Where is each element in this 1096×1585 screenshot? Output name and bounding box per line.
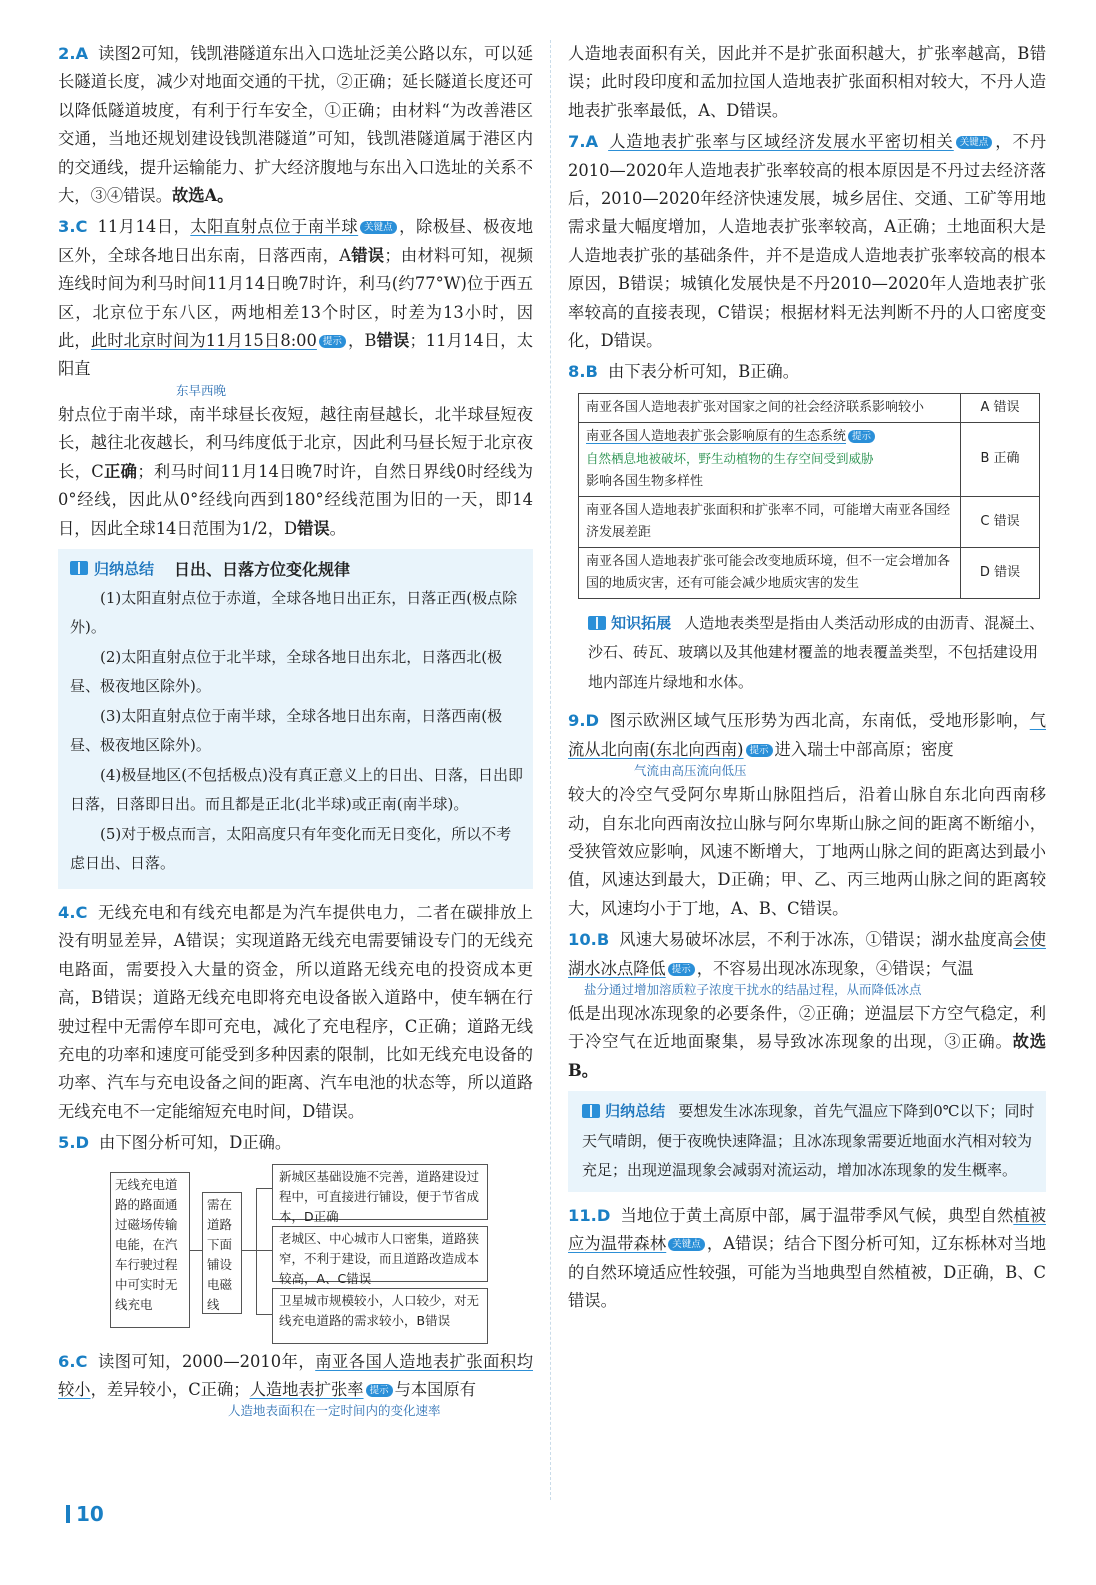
answer-6-text: ，差异较小，C正确；: [90, 1379, 250, 1399]
answer-6-number: 6.C: [58, 1351, 88, 1371]
summary-label: 归纳总结: [94, 559, 155, 578]
answer-2: [58, 40, 533, 210]
answer-7-key-phrase: 人造地表扩张率与区域经济发展水平密切相关: [608, 132, 954, 152]
table-verdict: C 错误: [961, 496, 1040, 547]
answer-9-text: 进入瑞士中部高原；密度: [774, 739, 954, 759]
diagram-box-satellite-city: 卫星城市规模较小，人口较少，对无线充电道路的需求较小，B错误: [272, 1288, 488, 1344]
answer-11-text: ，A错误；结合下图分析可知，辽东栎林对当地的自然环境适应性较强，可能为当地典型自然植被，D正确，B、C错误。: [568, 1234, 1046, 1310]
table-verdict: B 正确: [961, 422, 1040, 496]
connector-line: [256, 1250, 272, 1251]
verdict: 错误: [297, 518, 330, 538]
answer-10-number: 10.B: [568, 930, 610, 950]
answer-6-phrase: 南亚各国人造地表扩张面积均较小: [58, 1351, 533, 1399]
hint-tag: 提示: [668, 963, 695, 976]
answer-9-text: 图示欧洲区域气压形势为西北高，东南低，受地形影响，: [609, 711, 1030, 731]
summary-item: (2)太阳直射点位于北半球，全球各地日出东北，日落西北(极昼、极夜地区除外)。: [70, 647, 503, 696]
answer-5-text: 由下图分析可知，D正确。: [99, 1133, 292, 1153]
answer-3-text: ，除极昼、极夜地区外，全球各地日出东南，日落西南，A: [58, 217, 533, 265]
summary-box-freezing: [568, 1091, 1046, 1192]
answer-11: [568, 1202, 1046, 1316]
extension-label: 知识拓展: [611, 613, 672, 632]
answer-3-continued: [58, 401, 533, 543]
table-row: [579, 547, 1040, 598]
table-hint-note: 自然栖息地被破坏，野生动植物的生存空间受到威胁: [586, 450, 874, 466]
answer-9-continued: 较大的冷空气受阿尔卑斯山脉阻挡后，沿着山脉自东北向西南移动，自东北向西南汝拉山脉与阿尔卑斯山脉之间的距离不断缩小，受狭管效应影响，风速不断增大，丁地两山脉之间的距离达到最小值，风速达到最大，D正确；甲、乙、丙三地两山脉之间的距离较大，风速均小于丁地，A、B、C错误。: [568, 785, 1046, 918]
diagram-box-mechanism: 无线充电道路的路面通过磁场传输电能，在汽车行驶过程中可实时无线充电: [110, 1172, 190, 1328]
summary-item: (5)对于极点而言，太阳高度只有年变化而无日变化，所以不考虑日出、日落。: [70, 824, 512, 873]
answer-3-text: ；11月14日，太阳直: [58, 331, 533, 379]
answer-5-number: 5.D: [58, 1133, 90, 1153]
answer-6-hint-phrase: 人造地表扩张率: [249, 1379, 364, 1399]
answer-3-key-phrase: 太阳直射点位于南半球: [190, 217, 359, 237]
answer-3-text: ；利马时间11月14日晚7时许，自然日界线0时经线为0°经线，因此从0°经线向西到180°经线范围为旧的一天，即14日，因此全球14日范围为1/2，D: [58, 461, 533, 538]
answer-8-number: 8.B: [568, 362, 598, 382]
connector-line: [190, 1250, 202, 1251]
answer-6-continued: 人造地表面积有关，因此并不是扩张面积越大，扩张率越高，B错误；此时段印度和孟加拉国人造地表扩张面积相对较大，不丹人造地表扩张率最低，A、D错误。: [568, 44, 1046, 120]
answer-8-text: 由下表分析可知，B正确。: [607, 362, 799, 382]
summary-item: (1)太阳直射点位于赤道，全球各地日出正东，日落正西(极点除外)。: [70, 588, 518, 637]
answer-3-text: 。: [329, 518, 346, 538]
verdict: 正确: [103, 461, 138, 481]
answer-7-text: ，不丹2010—2020年人造地表扩张率较高的根本原因是不丹过去经济落后，2010—2020年经济快速发展，城乡居住、交通、工矿等用地需求量大幅度增加，人造地表扩张率较高，A正确；土地面积大是人造地表扩张的基础条件，并不是造成人造地表扩张率较高的根本原因，B错误；城镇化发展快是不丹2010—2020年人造地表扩张率较高的直接表现，C错误；根据材料无法判断不丹的人口密度变化，D错误。: [568, 132, 1046, 351]
summary-text: 要想发生冰冻现象，首先气温应下降到0℃以下；同时天气晴朗，便于夜晚快速降温；且冰冻现象需要近地面水汽相对较为充足；出现逆温现象会减弱对流运动，增加冰冻现象的发生概率。: [582, 1102, 1035, 1180]
hint-tag: 提示: [848, 430, 875, 443]
answer-4-text: 无线充电和有线充电都是为汽车提供电力，二者在碳排放上没有明显差异，A错误；实现道路无线充电需要铺设专门的无线充电路面，需要投入大量的资金，所以道路无线充电的投资成本更高，B错误；道路无线充电即将充电设备嵌入道路中，使车辆在行驶过程中无需停车即可充电，减化了充电程序，C正确；道路无线充电的功率和速度可能受到多种因素的限制，比如无线充电设备的功率、汽车与充电设备之间的距离、汽车电池的状态等，所以道路无线充电不一定能缩短充电时间，D错误。: [58, 902, 533, 1121]
summary-header: [70, 557, 523, 580]
table-cell-text: 影响各国生物多样性: [586, 473, 704, 489]
answer-9-number: 9.D: [568, 711, 600, 731]
answer-2-text: 读图2可知，钱凯港隧道东出入口选址泛美公路以东，可以延长隧道长度，减少对地面交通的干扰，②正确；延长隧道长度还可以降低隧道坡度，有利于行车安全，①正确；由材料“为改善港区交通，当地还规划建设钱凯港隧道”可知，钱凯港隧道属于港区内的交通线，提升运输能力、扩大经济腹地与东出入口选址的关系不大，③④错误。: [58, 44, 533, 206]
book-icon: [588, 616, 606, 630]
page-number: 10: [66, 1502, 104, 1526]
connector-line: [256, 1188, 272, 1189]
knowledge-extension-box: [568, 607, 1046, 702]
diagram-box-new-district: 新城区基础设施不完善，道路建设过程中，可直接进行铺设，便于节省成本，D正确: [272, 1164, 488, 1220]
table-row: [579, 393, 1040, 422]
table-cell: 南亚各国人造地表扩张可能会改变地质环境，但不一定会增加各国的地质灾害，还有可能会减少地质灾害的发生: [579, 547, 961, 598]
answer-6-hint-note: 人造地表面积在一定时间内的变化速率: [228, 1403, 441, 1419]
diagram-box-requirement: 需在道路下面铺设电磁线: [202, 1192, 242, 1314]
right-column: [568, 40, 1046, 1318]
answer-9: [568, 707, 1046, 764]
left-column: [58, 40, 533, 1421]
answer-2-number: 2.A: [58, 44, 89, 63]
verdict: 错误: [351, 245, 385, 265]
answer-3-number: 3.C: [58, 217, 88, 237]
key-point-tag: 关键点: [956, 136, 993, 149]
answer-3-text: 11月14日，: [97, 217, 191, 237]
hint-tag: 提示: [366, 1384, 393, 1397]
answer-6-text: 读图可知，2000—2010年，: [97, 1351, 316, 1371]
connector-line: [242, 1250, 256, 1251]
table-cell: [579, 422, 961, 496]
answer-11-number: 11.D: [568, 1205, 611, 1225]
book-icon: [70, 561, 88, 575]
answer-8-table: [578, 393, 1040, 599]
answer-10-hint-note: 盐分通过增加溶质粒子浓度干扰水的结晶过程，从而降低冰点: [584, 982, 922, 998]
verdict: 错误: [376, 331, 410, 351]
table-hint-phrase: 南亚各国人造地表扩张会影响原有的生态系统: [586, 428, 847, 444]
answer-11-text: 当地位于黄土高原中部，属于温带季风气候，典型自然: [620, 1205, 1014, 1225]
hint-tag: 提示: [319, 335, 346, 348]
answer-3-text: ；由材料可知，视频连线时间为利马时间11月14日晚7时许，利马(约77°W)位于西五区，北京位于东八区，两地相差13个时区，时差为13小时，因此，: [58, 245, 533, 351]
answer-6-text: 与本国原有: [394, 1379, 476, 1399]
book-icon: [582, 1104, 600, 1118]
answer-3-text: 射点位于南半球，南半球昼长夜短，越往南昼越长，北半球昼短夜长，越往北夜越长，利马纬度低于北京，因此利马昼长短于北京夜长，C: [58, 404, 533, 481]
answer-10-continued: [568, 1000, 1046, 1085]
summary-box-sunrise: [58, 549, 533, 889]
connector-line: [256, 1314, 272, 1315]
answer-6: [58, 1348, 533, 1405]
answer-10-text: 低是出现冰冻现象的必要条件，②正确；逆温层下方空气稳定，利于冷空气在近地面聚集，易导致冰冻现象的出现，③正确。: [568, 1004, 1046, 1052]
answer-10-hint-phrase: 会使湖水冰点降低: [568, 930, 1046, 978]
summary-item: (3)太阳直射点位于南半球，全球各地日出东南，日落西南(极昼、极夜地区除外)。: [70, 706, 503, 755]
table-row: [579, 422, 1040, 496]
answer-3: [58, 213, 533, 383]
answer-3-hint-phrase: 此时北京时间为11月15日8:00: [90, 331, 317, 351]
extension-text: 人造地表类型是指由人类活动形成的由沥青、混凝土、沙石、砖瓦、玻璃以及其他建材覆盖的地表覆盖类型，不包括建设用地内部连片绿地和水体。: [588, 613, 1045, 691]
answer-8: [568, 358, 1046, 386]
summary-title: 日出、日落方位变化规律: [174, 559, 351, 579]
answer-2-conclusion: 故选A。: [171, 186, 234, 206]
answer-3-text: ，B: [347, 331, 377, 351]
answer-10-text: ，不容易出现冰冻现象，④错误；气温: [696, 958, 974, 978]
answer-11-key-phrase: 植被应为温带森林: [568, 1205, 1046, 1254]
table-cell: 南亚各国人造地表扩张面积和扩张率不同，可能增大南亚各国经济发展差距: [579, 496, 961, 547]
table-cell: 南亚各国人造地表扩张对国家之间的社会经济联系影响较小: [579, 393, 961, 422]
hint-tag: 提示: [746, 744, 773, 757]
answer-5-diagram: [58, 1164, 533, 1336]
key-point-tag: 关键点: [668, 1238, 705, 1251]
answer-5: [58, 1129, 533, 1157]
answer-7: [568, 128, 1046, 355]
diagram-box-old-district: 老城区、中心城市人口密集，道路狭窄，不利于建设，而且道路改造成本较高，A、C错误: [272, 1226, 488, 1282]
answer-10: [568, 926, 1046, 983]
summary-item: (4)极昼地区(不包括极点)没有真正意义上的日出、日落，日出即日落，日落即日出。而且都是正北(北半球)或正南(南半球)。: [70, 765, 523, 814]
answer-4-number: 4.C: [58, 902, 88, 922]
table-row: [579, 496, 1040, 547]
connector-line: [256, 1188, 257, 1314]
answer-7-number: 7.A: [568, 132, 599, 152]
answer-4: [58, 899, 533, 1126]
column-divider: [550, 40, 551, 1500]
answer-10-conclusion: 故选B。: [568, 1032, 1046, 1080]
table-verdict: A 错误: [961, 393, 1040, 422]
answer-10-text: 风速大易破坏冰层，不利于冰冻，①错误；湖水盐度高: [619, 930, 1014, 950]
answer-9-hint-phrase: 气流从北向南(东北向西南): [568, 711, 1046, 759]
answer-3-hint-note: 东早西晚: [176, 382, 227, 398]
table-verdict: D 错误: [961, 547, 1040, 598]
summary-label: 归纳总结: [605, 1102, 666, 1121]
key-point-tag: 关键点: [360, 221, 397, 234]
answer-9-hint-note: 气流由高压流向低压: [634, 763, 747, 779]
